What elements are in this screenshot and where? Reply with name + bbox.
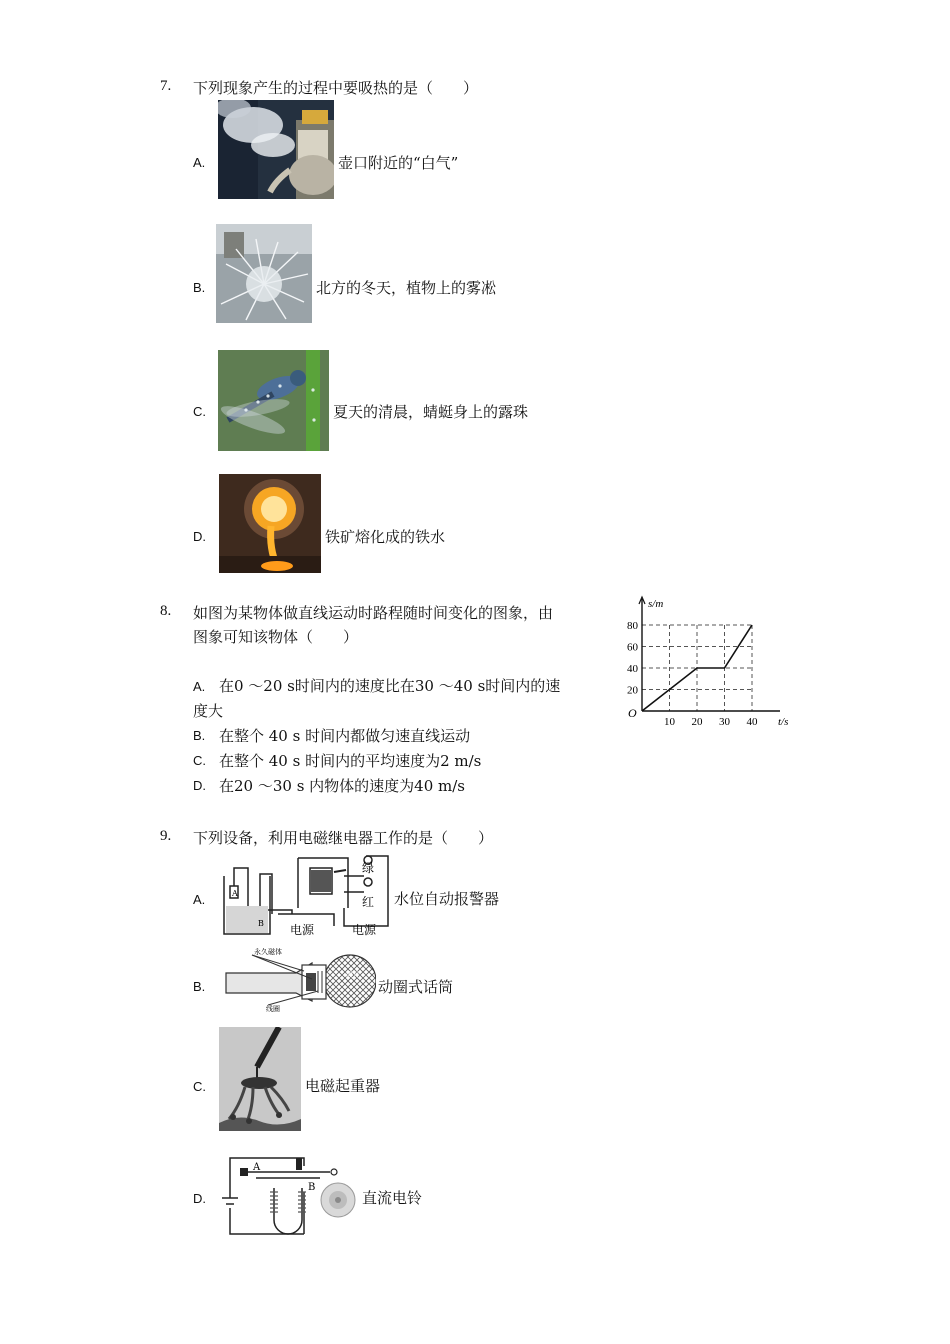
permanent-magnet-label: 永久磁体: [254, 948, 282, 956]
electrode-a-label: A: [232, 889, 238, 898]
q7-option-b-letter: B.: [193, 280, 206, 295]
q9-option-a-letter: A.: [193, 892, 206, 907]
q7-option-c-text: 夏天的清晨，蜻蜓身上的露珠: [333, 403, 529, 421]
x-tick-label-2: 30: [719, 716, 730, 728]
kettle-steam-photo: [218, 100, 334, 199]
x-tick-label-1: 20: [691, 716, 703, 728]
q9-option-b-text: 动圈式话筒: [378, 978, 454, 996]
q9-option-d-letter: D.: [193, 1191, 206, 1206]
y-tick-label-2: 60: [627, 641, 638, 654]
distance-time-chart: [618, 593, 798, 733]
x-axis-label: t/s: [778, 716, 789, 728]
power-source-label-2: 电源: [352, 923, 377, 937]
power-source-label-1: 电源: [290, 923, 315, 937]
y-axis-label: s/m: [648, 598, 664, 610]
electromagnetic-crane-photo: [219, 1027, 301, 1131]
dragonfly-dew-photo: [218, 350, 329, 451]
q8-stem-line1: 如图为某物体做直线运动时路程随时间变化的图象，由: [193, 604, 554, 622]
q9-number: 9.: [160, 828, 172, 844]
green-lamp-label: 绿: [362, 861, 375, 875]
q7-number: 7.: [160, 78, 172, 94]
molten-iron-photo: [219, 474, 321, 573]
q8-option-d-text: 在20 ～30 s 内物体的速度为40 m/s: [219, 777, 466, 795]
q7-option-a-text: 壶口附近的“白气”: [338, 154, 459, 172]
q7-option-c-letter: C.: [193, 404, 206, 419]
moving-coil-microphone-diagram: [222, 945, 376, 1015]
x-tick-label-0: 10: [664, 716, 675, 728]
q9-option-c-letter: C.: [193, 1079, 206, 1094]
origin-label: O: [628, 706, 637, 720]
membrane-label: 膜片: [346, 971, 360, 979]
water-level-alarm-diagram: [218, 848, 390, 938]
q8-option-c-letter: C.: [193, 753, 206, 768]
q8-option-c-text: 在整个 40 s 时间内的平均速度为2 m/s: [219, 752, 482, 770]
red-lamp-label: 红: [362, 895, 375, 909]
coil-label: 线圈: [266, 1005, 280, 1013]
q8-stem-line2: 图象可知该物体（ ）: [193, 628, 359, 646]
rime-frost-photo: [216, 224, 312, 323]
q9-stem: 下列设备，利用电磁继电器工作的是（ ）: [193, 829, 494, 847]
q8-option-a-text-line1: 在0 ～20 s时间内的速度比在30 ～40 s时间内的速: [219, 677, 561, 695]
y-tick-label-3: 80: [627, 620, 638, 632]
q7-stem: 下列现象产生的过程中要吸热的是（ ）: [193, 79, 479, 97]
x-tick-label-3: 40: [746, 716, 758, 728]
q8-option-b-text: 在整个 40 s 时间内都做匀速直线运动: [219, 727, 471, 745]
q9-option-d-text: 直流电铃: [362, 1189, 423, 1207]
q8-option-a-letter: A.: [193, 679, 206, 694]
q7-option-d-text: 铁矿熔化成的铁水: [325, 528, 446, 546]
q8-option-b-letter: B.: [193, 728, 206, 743]
electrode-b-label: B: [258, 919, 264, 928]
contact-a-label: A: [253, 1162, 261, 1173]
q7-option-b-text: 北方的冬天，植物上的雾凇: [316, 279, 497, 297]
dc-bell-diagram: [220, 1148, 358, 1238]
q7-option-a-letter: A.: [193, 155, 206, 170]
q9-option-c-text: 电磁起重器: [305, 1077, 381, 1095]
y-tick-label-0: 20: [627, 684, 638, 697]
q9-option-a-text: 水位自动报警器: [394, 890, 500, 908]
q8-option-d-letter: D.: [193, 778, 206, 793]
q9-option-b-letter: B.: [193, 979, 206, 994]
q8-option-a-text-line2: 度大: [193, 702, 224, 720]
q7-option-d-letter: D.: [193, 529, 206, 544]
q8-number: 8.: [160, 603, 172, 619]
y-tick-label-1: 40: [627, 663, 638, 675]
armature-b-label: B: [308, 1182, 316, 1193]
